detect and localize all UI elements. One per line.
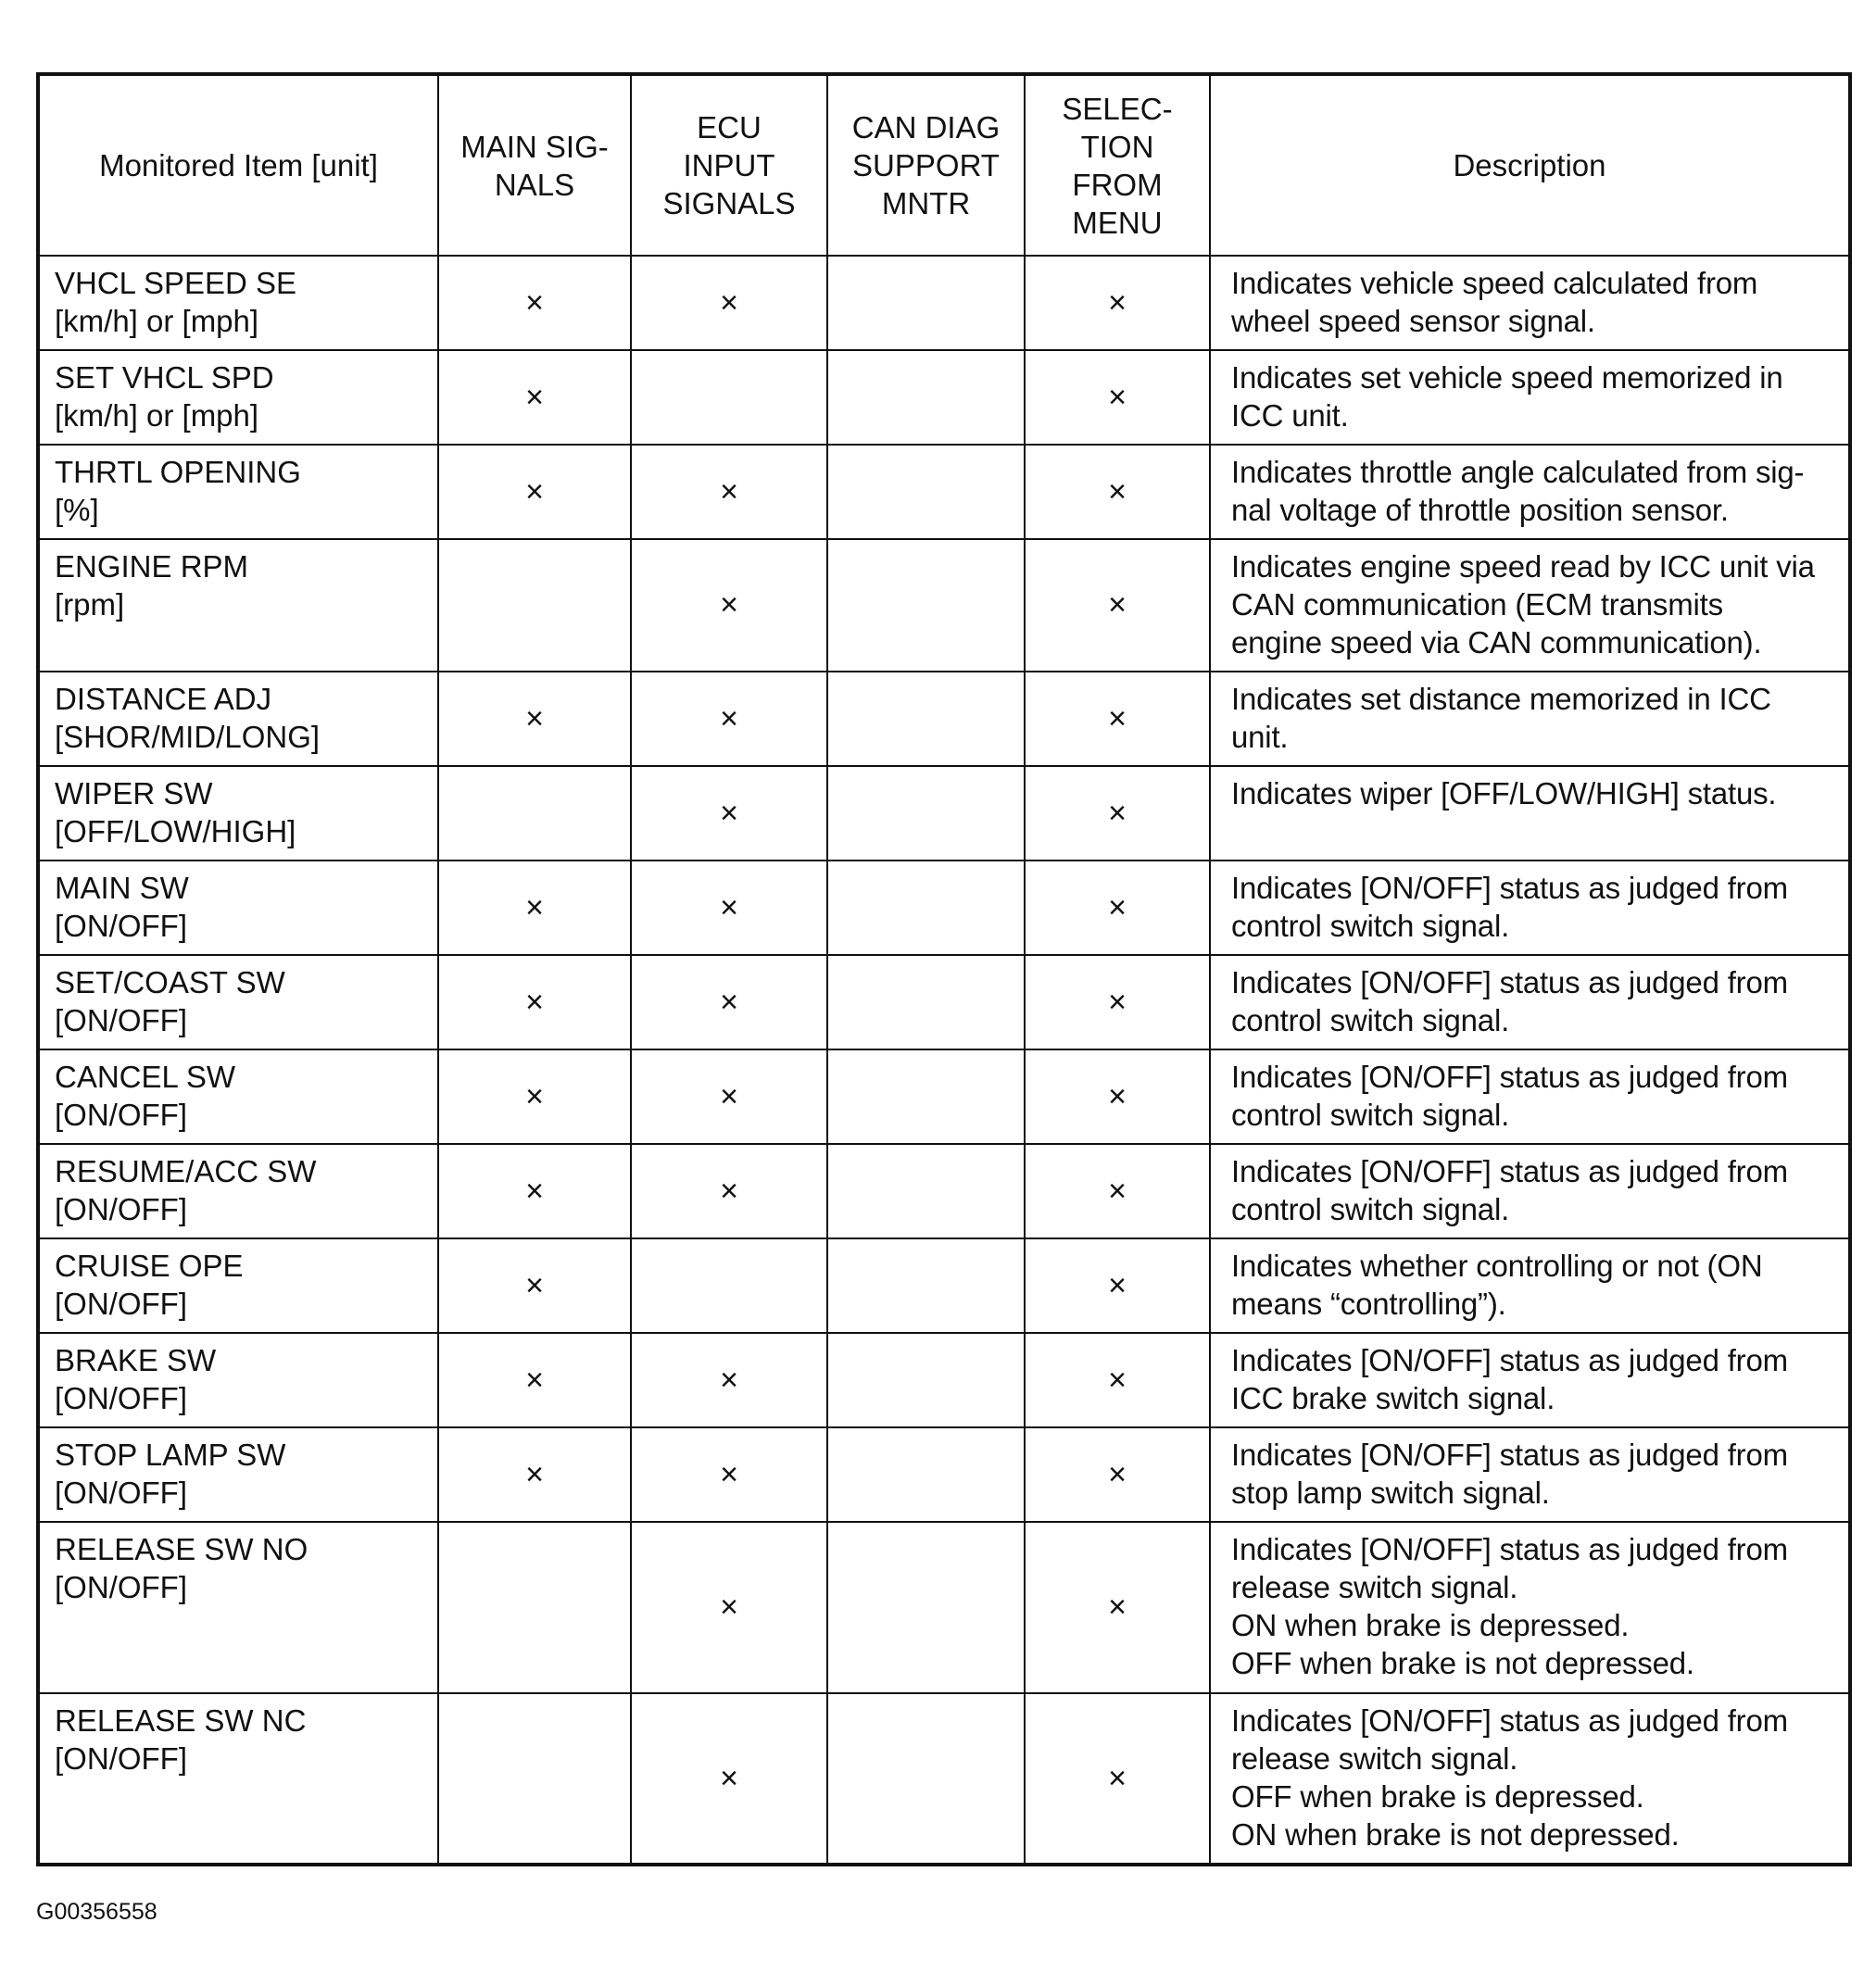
header-row [38, 74, 1850, 256]
header-can-diag-support-mntr: CAN DIAG SUPPORT MNTR [827, 74, 1025, 256]
monitored-item-cell: STOP LAMP SW [ON/OFF] [38, 1427, 438, 1522]
description-cell: Indicates engine speed read by ICC unit via CAN communication (ECM transmits engine speed via CAN communication). [1210, 539, 1850, 672]
selection-from-menu-mark: × [1025, 445, 1210, 539]
selection-from-menu-mark: × [1025, 1522, 1210, 1693]
header-selection-from-menu: SELEC- TION FROM MENU [1025, 74, 1210, 256]
main-signals-mark: × [438, 672, 631, 766]
header-ecu-input-signals: ECU INPUT SIGNALS [631, 74, 827, 256]
ecu-input-signals-mark: × [631, 861, 827, 955]
can-diag-support-mark [827, 1427, 1025, 1522]
table-row [38, 1333, 1850, 1427]
figure-id: G00356558 [36, 1899, 157, 1925]
monitored-item-cell: WIPER SW [OFF/LOW/HIGH] [38, 766, 438, 861]
table-row [38, 1238, 1850, 1333]
monitored-item-cell: THRTL OPENING [%] [38, 445, 438, 539]
ecu-input-signals-mark: × [631, 1522, 827, 1693]
table-row [38, 256, 1850, 350]
selection-from-menu-mark: × [1025, 1049, 1210, 1144]
table-row [38, 1144, 1850, 1238]
selection-from-menu-mark: × [1025, 1333, 1210, 1427]
table-row [38, 766, 1850, 861]
description-cell: Indicates [ON/OFF] status as judged from control switch signal. [1210, 1144, 1850, 1238]
ecu-input-signals-mark: × [631, 1693, 827, 1865]
monitored-item-cell: RELEASE SW NO [ON/OFF] [38, 1522, 438, 1693]
table-row [38, 539, 1850, 672]
header-description: Description [1210, 74, 1850, 256]
ecu-input-signals-mark: × [631, 1144, 827, 1238]
main-signals-mark [438, 1693, 631, 1865]
main-signals-mark: × [438, 861, 631, 955]
selection-from-menu-mark: × [1025, 256, 1210, 350]
main-signals-mark: × [438, 350, 631, 445]
table-row [38, 1693, 1850, 1865]
description-cell: Indicates wiper [OFF/LOW/HIGH] status. [1210, 766, 1850, 861]
table-row [38, 1522, 1850, 1693]
selection-from-menu-mark: × [1025, 1144, 1210, 1238]
ecu-input-signals-mark: × [631, 1049, 827, 1144]
selection-from-menu-mark: × [1025, 861, 1210, 955]
table-body [38, 256, 1850, 1865]
can-diag-support-mark [827, 1238, 1025, 1333]
ecu-input-signals-mark: × [631, 672, 827, 766]
can-diag-support-mark [827, 861, 1025, 955]
monitored-item-cell: VHCL SPEED SE [km/h] or [mph] [38, 256, 438, 350]
can-diag-support-mark [827, 445, 1025, 539]
table-row [38, 1049, 1850, 1144]
table-row [38, 955, 1850, 1049]
description-cell: Indicates [ON/OFF] status as judged from release switch signal. OFF when brake is depressed. ON when brake is not depressed. [1210, 1693, 1850, 1865]
ecu-input-signals-mark: × [631, 766, 827, 861]
monitored-item-cell: SET/COAST SW [ON/OFF] [38, 955, 438, 1049]
main-signals-mark [438, 1522, 631, 1693]
description-cell: Indicates [ON/OFF] status as judged from control switch signal. [1210, 955, 1850, 1049]
table-row [38, 350, 1850, 445]
main-signals-mark: × [438, 1144, 631, 1238]
can-diag-support-mark [827, 350, 1025, 445]
main-signals-mark: × [438, 1049, 631, 1144]
ecu-input-signals-mark: × [631, 1427, 827, 1522]
selection-from-menu-mark: × [1025, 766, 1210, 861]
ecu-input-signals-mark [631, 1238, 827, 1333]
monitored-item-cell: MAIN SW [ON/OFF] [38, 861, 438, 955]
can-diag-support-mark [827, 1693, 1025, 1865]
main-signals-mark: × [438, 1427, 631, 1522]
ecu-input-signals-mark: × [631, 445, 827, 539]
selection-from-menu-mark: × [1025, 350, 1210, 445]
can-diag-support-mark [827, 955, 1025, 1049]
monitored-item-cell: CRUISE OPE [ON/OFF] [38, 1238, 438, 1333]
table-row [38, 672, 1850, 766]
ecu-input-signals-mark: × [631, 955, 827, 1049]
can-diag-support-mark [827, 672, 1025, 766]
selection-from-menu-mark: × [1025, 1427, 1210, 1522]
description-cell: Indicates throttle angle calculated from sig- nal voltage of throttle position sensor. [1210, 445, 1850, 539]
selection-from-menu-mark: × [1025, 539, 1210, 672]
table-row [38, 445, 1850, 539]
can-diag-support-mark [827, 1522, 1025, 1693]
monitored-item-cell: CANCEL SW [ON/OFF] [38, 1049, 438, 1144]
selection-from-menu-mark: × [1025, 1693, 1210, 1865]
description-cell: Indicates vehicle speed calculated from wheel speed sensor signal. [1210, 256, 1850, 350]
header-monitored-item: Monitored Item [unit] [38, 74, 438, 256]
description-cell: Indicates set distance memorized in ICC unit. [1210, 672, 1850, 766]
monitored-item-cell: DISTANCE ADJ [SHOR/MID/LONG] [38, 672, 438, 766]
can-diag-support-mark [827, 766, 1025, 861]
ecu-input-signals-mark: × [631, 1333, 827, 1427]
monitor-item-table [36, 72, 1852, 1866]
description-cell: Indicates [ON/OFF] status as judged from stop lamp switch signal. [1210, 1427, 1850, 1522]
description-cell: Indicates [ON/OFF] status as judged from control switch signal. [1210, 861, 1850, 955]
header-main-signals: MAIN SIG- NALS [438, 74, 631, 256]
main-signals-mark: × [438, 955, 631, 1049]
description-cell: Indicates [ON/OFF] status as judged from release switch signal. ON when brake is depressed. OFF when brake is not depressed. [1210, 1522, 1850, 1693]
selection-from-menu-mark: × [1025, 955, 1210, 1049]
can-diag-support-mark [827, 1144, 1025, 1238]
selection-from-menu-mark: × [1025, 1238, 1210, 1333]
monitored-item-cell: RELEASE SW NC [ON/OFF] [38, 1693, 438, 1865]
monitored-item-cell: SET VHCL SPD [km/h] or [mph] [38, 350, 438, 445]
description-cell: Indicates [ON/OFF] status as judged from ICC brake switch signal. [1210, 1333, 1850, 1427]
monitored-item-cell: ENGINE RPM [rpm] [38, 539, 438, 672]
main-signals-mark [438, 766, 631, 861]
can-diag-support-mark [827, 1333, 1025, 1427]
can-diag-support-mark [827, 1049, 1025, 1144]
ecu-input-signals-mark [631, 350, 827, 445]
ecu-input-signals-mark: × [631, 256, 827, 350]
monitored-item-cell: BRAKE SW [ON/OFF] [38, 1333, 438, 1427]
main-signals-mark [438, 539, 631, 672]
monitored-item-cell: RESUME/ACC SW [ON/OFF] [38, 1144, 438, 1238]
description-cell: Indicates whether controlling or not (ON means “controlling”). [1210, 1238, 1850, 1333]
main-signals-mark: × [438, 1238, 631, 1333]
main-signals-mark: × [438, 256, 631, 350]
main-signals-mark: × [438, 1333, 631, 1427]
ecu-input-signals-mark: × [631, 539, 827, 672]
selection-from-menu-mark: × [1025, 672, 1210, 766]
description-cell: Indicates [ON/OFF] status as judged from control switch signal. [1210, 1049, 1850, 1144]
table-row [38, 861, 1850, 955]
main-signals-mark: × [438, 445, 631, 539]
can-diag-support-mark [827, 256, 1025, 350]
table-row [38, 1427, 1850, 1522]
can-diag-support-mark [827, 539, 1025, 672]
description-cell: Indicates set vehicle speed memorized in ICC unit. [1210, 350, 1850, 445]
